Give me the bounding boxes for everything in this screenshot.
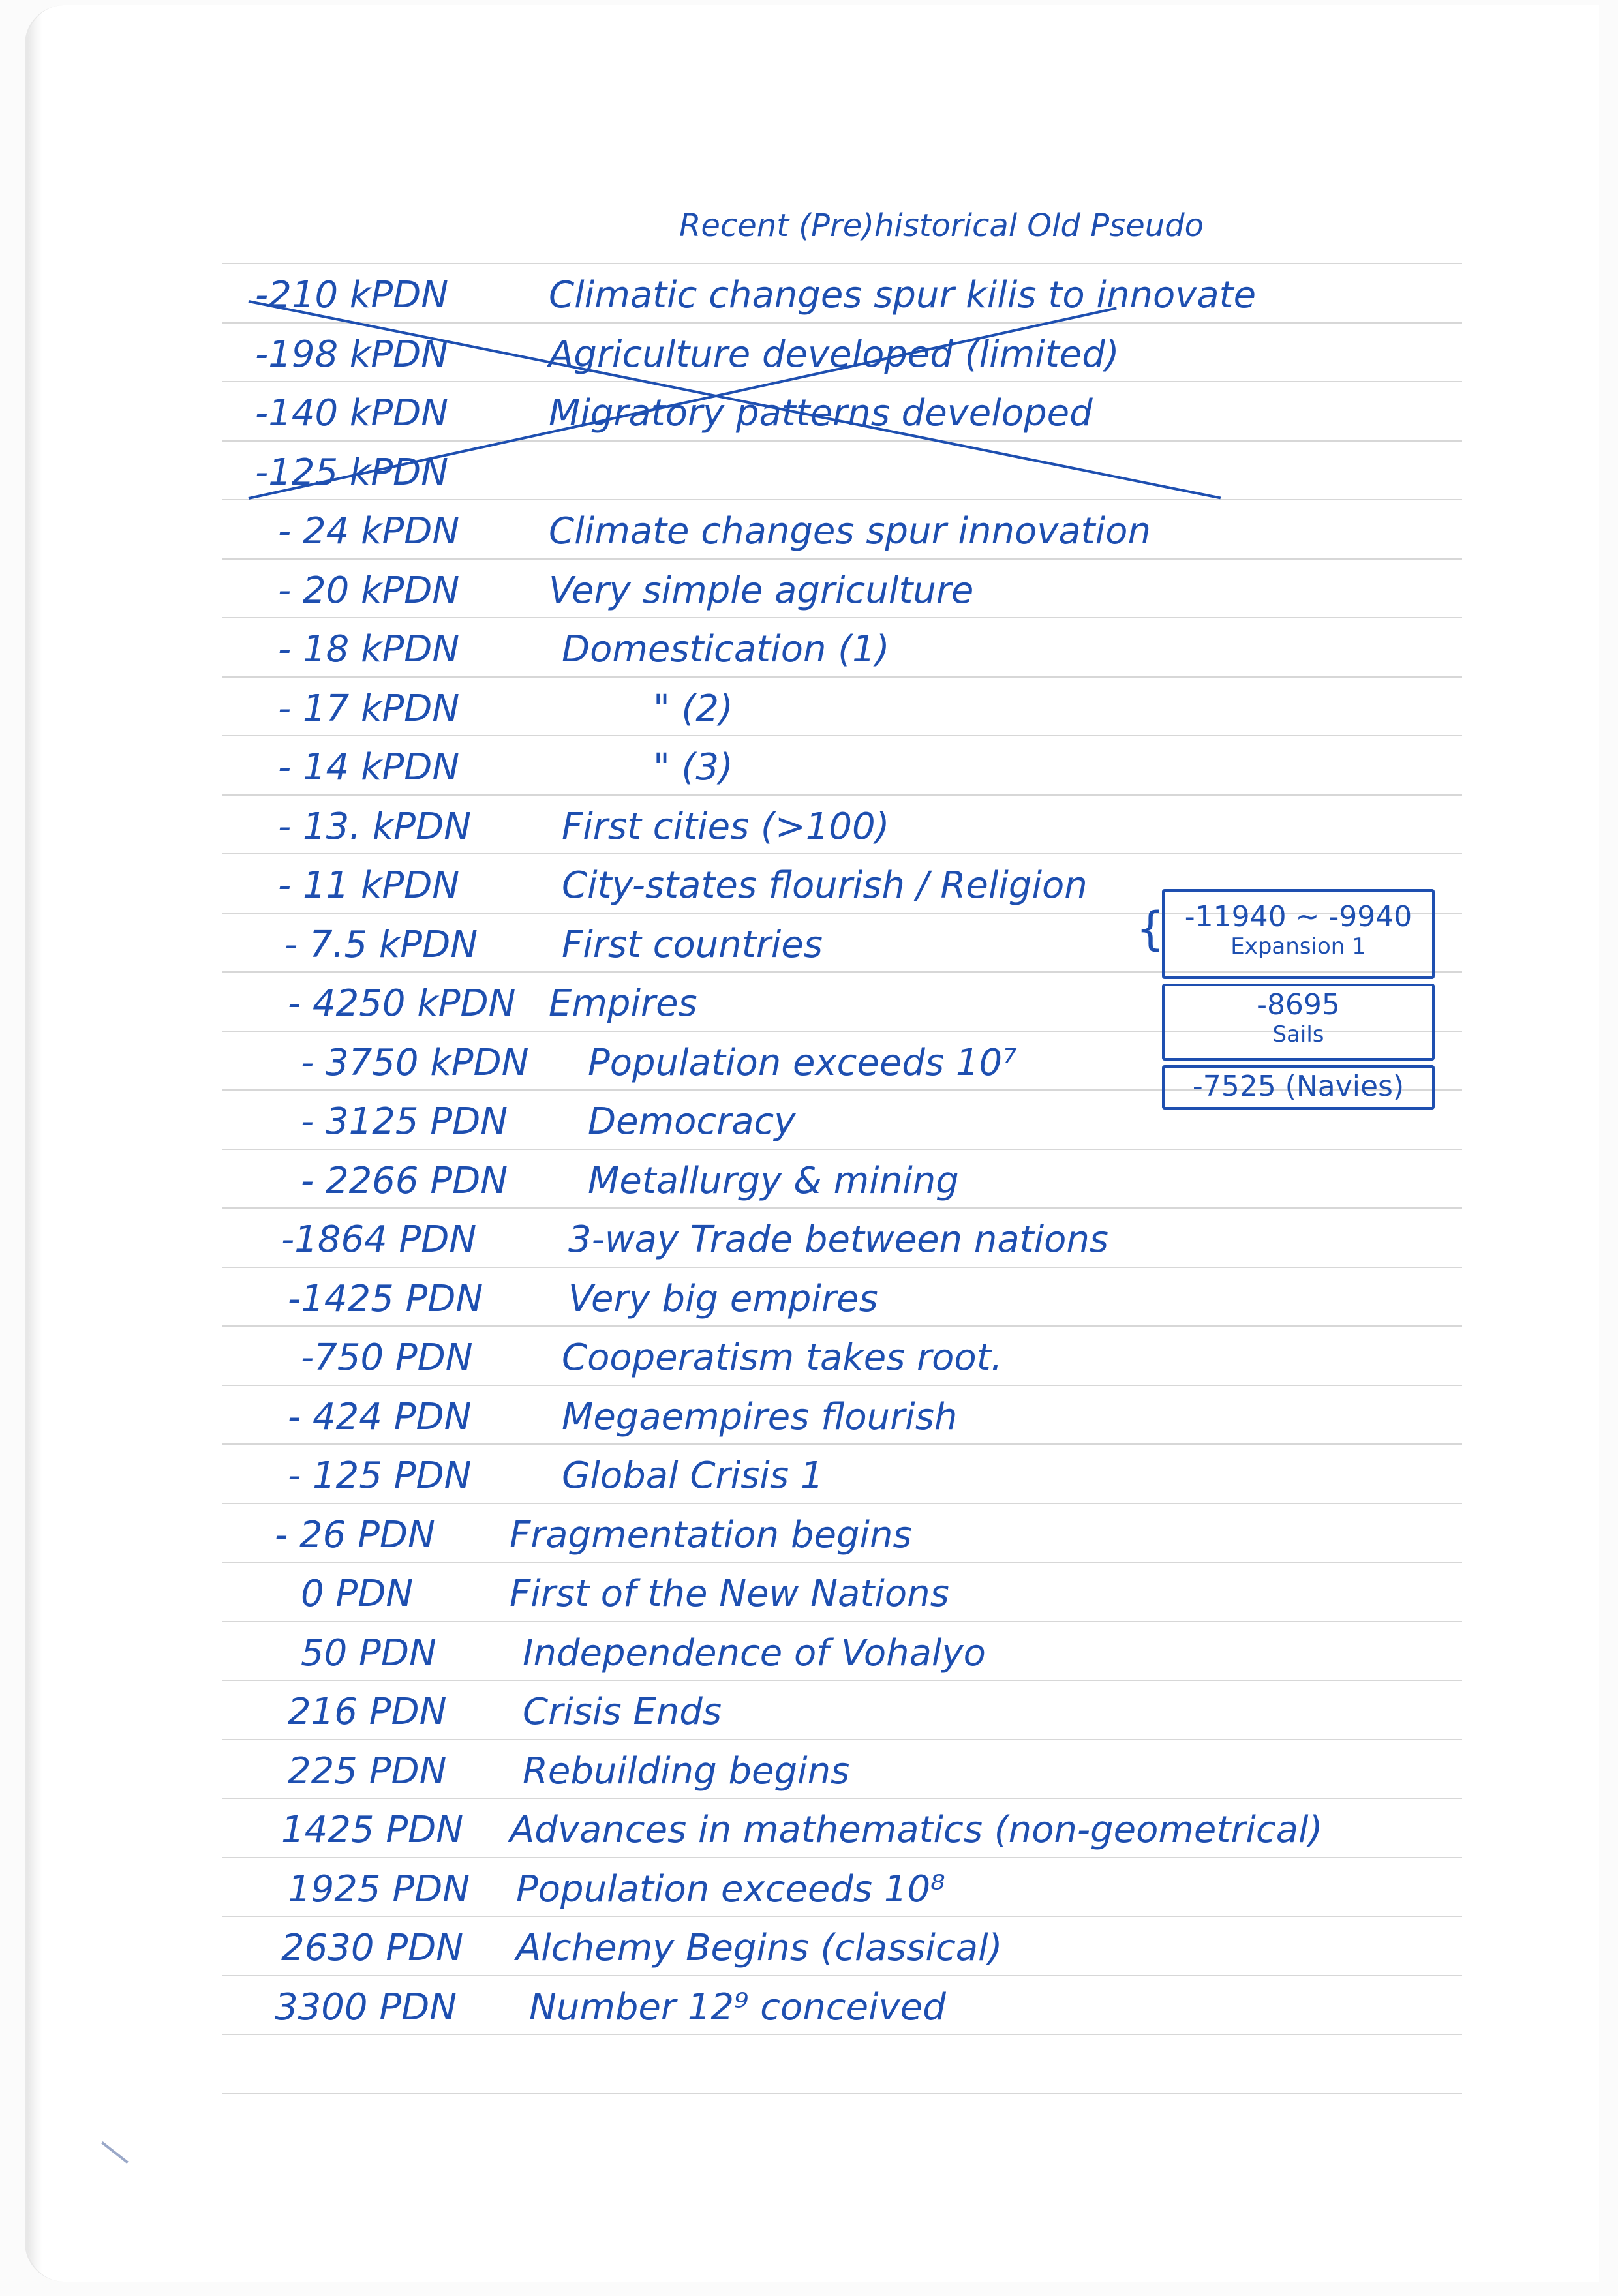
ruled-line [222, 1621, 1462, 1622]
timeline-date: -1864 PDN [281, 1218, 477, 1261]
timeline-event: " (3) [653, 746, 733, 789]
ruled-line [222, 617, 1462, 618]
ruled-line [222, 1916, 1462, 1917]
ruled-line [222, 1975, 1462, 1976]
sidenote-sails-value: -8695 [1257, 988, 1340, 1021]
sidenote-expansion [1162, 889, 1435, 979]
timeline-event: Climate changes spur innovation [549, 510, 1151, 552]
timeline-date: 1925 PDN [288, 1867, 470, 1911]
ruled-line [222, 558, 1462, 560]
timeline-event: First countries [562, 923, 823, 966]
timeline-date: - 7.5 kPDN [284, 923, 478, 966]
timeline-event: Population exceeds 10⁸ [516, 1867, 945, 1911]
brace-mark: { [1136, 902, 1165, 956]
timeline-event: Global Crisis 1 [562, 1455, 824, 1497]
timeline-event: First cities (>100) [562, 805, 890, 848]
ruled-line [222, 1267, 1462, 1268]
timeline-event: Very big empires [568, 1277, 878, 1320]
timeline-event: Migratory patterns developed [549, 392, 1093, 434]
timeline-date: -140 kPDN [255, 392, 449, 434]
sidenote-navies-value: -7525 (Navies) [1192, 1070, 1405, 1103]
sidenote-expansion-value: -11940 ~ -9940 [1184, 900, 1412, 933]
timeline-event: 3-way Trade between nations [568, 1218, 1109, 1261]
timeline-date: 2630 PDN [281, 1927, 464, 1969]
timeline-event: Advances in mathematics (non-geometrical) [510, 1809, 1323, 1851]
notebook-page [25, 5, 1599, 2282]
timeline-date: -125 kPDN [255, 451, 449, 494]
timeline-date: - 4250 kPDN [288, 982, 516, 1025]
ruled-line [222, 2093, 1462, 2094]
ruled-line [222, 440, 1462, 442]
timeline-event: Domestication (1) [562, 628, 890, 671]
ruled-line [222, 499, 1462, 500]
timeline-event: Fragmentation begins [510, 1513, 912, 1556]
timeline-event: " (2) [653, 687, 733, 730]
page-binding-edge [27, 5, 42, 2282]
timeline-event: First of the New Nations [510, 1573, 949, 1615]
sidenote-expansion-label: Expansion 1 [1230, 933, 1366, 959]
ruled-line [222, 1503, 1462, 1504]
timeline-date: - 13. kPDN [278, 805, 472, 848]
timeline-date: -210 kPDN [255, 274, 449, 316]
timeline-event: Population exceeds 10⁷ [588, 1041, 1017, 1084]
timeline-event: Independence of Vohalyo [523, 1631, 986, 1674]
ruled-line [222, 1680, 1462, 1681]
timeline-date: 1425 PDN [281, 1809, 464, 1851]
timeline-date: -1425 PDN [288, 1277, 483, 1320]
timeline-date: 225 PDN [288, 1749, 447, 1792]
margin-pen-mark [101, 2141, 129, 2164]
sidenote-sails-label: Sails [1272, 1021, 1324, 1048]
ruled-line [222, 1385, 1462, 1386]
ruled-line [222, 853, 1462, 854]
timeline-date: - 3125 PDN [301, 1100, 508, 1143]
timeline-event: Cooperatism takes root. [562, 1337, 1003, 1379]
timeline-event: Agriculture developed (limited) [549, 333, 1120, 376]
ruled-line [222, 1739, 1462, 1740]
timeline-event: Number 12⁹ conceived [529, 1986, 946, 2029]
ruled-line [222, 676, 1462, 678]
ruled-line [222, 1443, 1462, 1445]
ruled-line [222, 794, 1462, 796]
sidenote-navies [1162, 1065, 1435, 1110]
timeline-event: Rebuilding begins [523, 1749, 850, 1792]
timeline-event: Empires [549, 982, 697, 1025]
timeline-date: - 2266 PDN [301, 1159, 508, 1202]
timeline-date: - 18 kPDN [278, 628, 460, 671]
timeline-date: - 14 kPDN [278, 746, 460, 789]
timeline-event: Very simple agriculture [549, 569, 974, 612]
ruled-line [222, 263, 1462, 264]
ruled-line [222, 381, 1462, 382]
timeline-date: - 424 PDN [288, 1395, 472, 1438]
timeline-date: - 125 PDN [288, 1455, 472, 1497]
ruled-line [222, 1798, 1462, 1799]
timeline-date: - 26 PDN [275, 1513, 435, 1556]
timeline-event: Megaempires flourish [562, 1395, 958, 1438]
timeline-date: 216 PDN [288, 1691, 447, 1733]
timeline-date: -198 kPDN [255, 333, 449, 376]
sidenote-sails [1162, 984, 1435, 1061]
timeline-date: - 24 kPDN [278, 510, 460, 552]
timeline-date: - 3750 kPDN [301, 1041, 529, 1084]
timeline-date: - 11 kPDN [278, 864, 460, 907]
ruled-line [222, 1325, 1462, 1327]
timeline-event: Democracy [588, 1100, 796, 1143]
ruled-line [222, 1562, 1462, 1563]
timeline-event: Crisis Ends [523, 1691, 722, 1733]
timeline-date: - 17 kPDN [278, 687, 460, 730]
ruled-line [222, 1857, 1462, 1858]
timeline-date: 0 PDN [301, 1573, 414, 1615]
timeline-event: Climatic changes spur kilis to innovate [549, 274, 1257, 316]
ruled-line [222, 2034, 1462, 2035]
timeline-event: Alchemy Begins (classical) [516, 1927, 1003, 1969]
timeline-date: 50 PDN [301, 1631, 436, 1674]
ruled-line [222, 735, 1462, 736]
ruled-line [222, 1149, 1462, 1150]
ruled-line [222, 322, 1462, 324]
timeline-event: City-states flourish / Religion [562, 864, 1088, 907]
page-heading: Recent (Pre)historical Old Pseudo [679, 207, 1204, 244]
timeline-date: - 20 kPDN [278, 569, 460, 612]
timeline-date: -750 PDN [301, 1337, 473, 1379]
timeline-event: Metallurgy & mining [588, 1159, 959, 1202]
timeline-date: 3300 PDN [275, 1986, 457, 2029]
ruled-line [222, 1207, 1462, 1209]
